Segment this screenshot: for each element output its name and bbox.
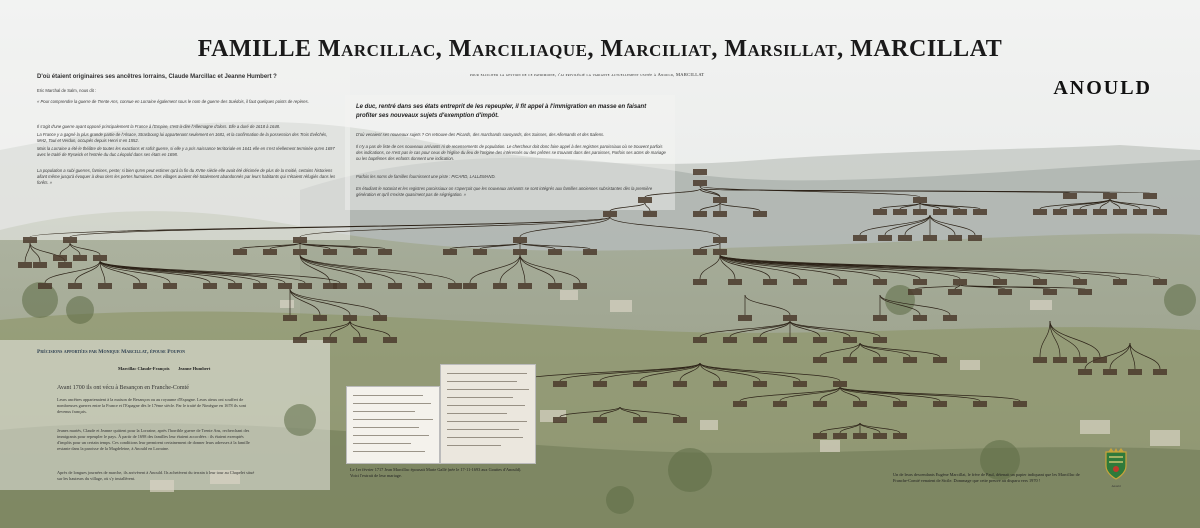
tree-node	[813, 357, 827, 363]
tree-node	[323, 337, 337, 343]
tree-node	[1113, 279, 1127, 285]
tree-connector	[520, 217, 610, 237]
tree-node	[383, 337, 397, 343]
tree-node	[553, 417, 567, 423]
tree-connector	[520, 243, 590, 249]
tree-node	[878, 235, 892, 241]
tree-connector	[700, 255, 720, 279]
tree-node	[263, 249, 277, 255]
tree-node	[953, 279, 967, 285]
tree-node	[253, 283, 267, 289]
tree-connector	[1085, 343, 1130, 369]
tree-connector	[560, 363, 700, 381]
tree-node	[1103, 369, 1117, 375]
tree-connector	[885, 215, 930, 235]
tree-node	[583, 249, 597, 255]
tree-connector	[820, 423, 860, 433]
ancestor-name: Marcillac Claude-François	[118, 366, 170, 371]
tree-node	[1063, 193, 1077, 199]
ancestor-name: Jeanne Humbert	[178, 366, 211, 371]
tree-node	[783, 315, 797, 321]
tree-node	[793, 279, 807, 285]
tree-connector	[860, 343, 940, 357]
tree-node	[693, 169, 707, 175]
tree-connector	[860, 423, 900, 433]
tree-node	[293, 337, 307, 343]
tree-node	[1133, 209, 1147, 215]
tree-connector	[700, 203, 720, 211]
tree-node	[358, 283, 372, 289]
tree-node	[63, 237, 77, 243]
tree-node	[693, 249, 707, 255]
tree-connector	[880, 295, 950, 315]
tree-connector	[880, 203, 920, 209]
lower-left-paragraph-1: Leurs ancêtres appartenaient à la maison de Besançon ou au royaume d'Espagne. Leurs aïeux ont souffert de nombreuses guerres entre la France et l'Espagne dès le 17ème siècle. Par le traité de Nimègue en 1678 ils sont devenus français.	[57, 397, 247, 414]
tree-connector	[840, 387, 1020, 401]
tree-node	[893, 433, 907, 439]
tree-node	[673, 417, 687, 423]
tree-node	[1128, 369, 1142, 375]
tree-node	[968, 235, 982, 241]
tree-node	[873, 279, 887, 285]
tree-node	[738, 315, 752, 321]
tree-node	[713, 249, 727, 255]
tree-node	[518, 283, 532, 289]
tree-node	[233, 249, 247, 255]
tree-node	[833, 381, 847, 387]
tree-node	[713, 197, 727, 203]
tree-connector	[1050, 321, 1100, 357]
tree-node	[873, 209, 887, 215]
tree-connector	[1040, 199, 1110, 209]
tree-connector	[300, 255, 365, 283]
tree-connector	[610, 203, 645, 211]
left-paragraph-5: La population a subi guerres, famines, peste; si bien qu'en peut estimer qu'à la fin du XVIIe siècle elle avait été décimée de plus de la moitié, certains historiens allant même jusqu'à évoquer à deux tiers les pertes humaines. Des villages avaient été totalement abandonnés par leurs habitants qui s'étaient réfugiés dans les forêts. »	[37, 168, 336, 185]
tree-node	[68, 283, 82, 289]
tree-node	[513, 249, 527, 255]
tree-node	[693, 279, 707, 285]
tree-node	[923, 235, 937, 241]
marriage-record-image-2	[440, 364, 536, 464]
avant-1700-heading: Avant 1700 ils ont vécu à Besançon en Franche-Comté	[57, 385, 189, 391]
tree-node	[913, 209, 927, 215]
tree-node	[313, 315, 327, 321]
tree-node	[1053, 209, 1067, 215]
tree-node	[693, 337, 707, 343]
tree-node	[898, 235, 912, 241]
left-intro: Eric Marchal de Salm, nous dit :	[37, 88, 97, 93]
tree-node	[853, 401, 867, 407]
tree-node	[1073, 279, 1087, 285]
tree-node	[733, 401, 747, 407]
tree-node	[713, 381, 727, 387]
tree-node	[873, 357, 887, 363]
tree-connector	[290, 289, 320, 315]
title-variants: Marcillac, Marciliaque, Marciliat, Marsillat,	[317, 36, 844, 62]
tree-connector	[610, 217, 720, 237]
tree-node	[163, 283, 177, 289]
tree-node	[913, 315, 927, 321]
tree-node	[1013, 401, 1027, 407]
tree-node	[1073, 357, 1087, 363]
tree-node	[908, 289, 922, 295]
tree-node	[448, 283, 462, 289]
tree-node	[843, 337, 857, 343]
tree-node	[873, 433, 887, 439]
tree-connector	[860, 423, 880, 433]
right-caption: Un de leurs descendants Eugène Marcillat, le frère de Paul, détenait un papier indiquant que les Marcillac de Franche-Comté venaient de Sicile. Dommage que cette preuve ait disparu vers 1970 !	[893, 472, 1080, 483]
tree-node	[833, 279, 847, 285]
tree-connector	[100, 261, 260, 283]
tree-connector	[470, 255, 520, 283]
tree-node	[1078, 289, 1092, 295]
title-family: FAMILLE	[197, 36, 312, 62]
tree-node	[1073, 209, 1087, 215]
tree-node	[603, 211, 617, 217]
tree-node	[973, 209, 987, 215]
tree-node	[1143, 193, 1157, 199]
village-subtitle: ANOULD	[1053, 77, 1152, 99]
tree-connector	[240, 243, 300, 249]
tree-node	[1113, 209, 1127, 215]
tree-node	[388, 283, 402, 289]
tree-connector	[1110, 343, 1130, 369]
page-title	[0, 36, 1200, 63]
tree-connector	[700, 243, 720, 249]
tree-node	[73, 255, 87, 261]
lower-left-paragraph-2: Jeunes mariés, Claude et Jeanne quittent pour la Lorraine, après l'horrible guerre de Trente Ans, recherchant des immigrants pour repeupler le pays. À partir de 1698 des familles leur étaient accordées : ils étaient exemptés d'impôts pour un certain temps. Ces conditions leur permirent certainement de donner leurs adresses à la famille restante dans la paroisse de la Magdeleine, à Anould en Lorraine.	[57, 428, 250, 451]
tree-node	[373, 315, 387, 321]
tree-node	[513, 237, 527, 243]
tree-connector	[745, 295, 790, 315]
tree-node	[1093, 209, 1107, 215]
tree-connector	[100, 261, 305, 283]
tree-node	[548, 283, 562, 289]
tree-node	[1103, 193, 1117, 199]
tree-node	[1043, 289, 1057, 295]
tree-connector	[840, 387, 980, 401]
top-note: pour faciliter la gestion de ce patrimoine, j'ai privilégié la variante actuellement usitée à Anould, MARCILLAT	[470, 72, 705, 77]
tree-connector	[1060, 199, 1110, 209]
tree-connector	[100, 261, 170, 283]
tree-node	[93, 255, 107, 261]
tree-connector	[915, 285, 960, 289]
left-paragraph-1: « Pour comprendre la guerre de Trente Ans, connue en Lorraine également sous le nom de guerre des Suédois, il faut quelques points de repères.	[37, 99, 309, 104]
tree-connector	[330, 321, 350, 337]
left-paragraph-3: La France y a gagné la plus grande partie de l'Alsace, Strasbourg lui appartenant seulement en 1681, et la confirmation de la possession des Trois Évêchés, Metz, Toul et Verdun, occupés depuis Henri II en 1552.	[37, 132, 328, 143]
tree-connector	[290, 289, 380, 315]
tree-node	[873, 315, 887, 321]
tree-node	[378, 249, 392, 255]
tree-connector	[1040, 321, 1050, 357]
middle-paragraph-3: Parfois les noms de familles fournissent une piste : PICARD, LALLEMAND.	[356, 174, 496, 179]
tree-connector	[720, 203, 760, 211]
tree-node	[18, 262, 32, 268]
tree-node	[1153, 369, 1167, 375]
tree-node	[713, 237, 727, 243]
tree-node	[473, 249, 487, 255]
tree-connector	[45, 261, 100, 283]
tree-node	[1053, 357, 1067, 363]
tree-node	[853, 235, 867, 241]
tree-node	[353, 337, 367, 343]
tree-connectors	[25, 186, 1160, 433]
tree-connector	[860, 215, 930, 235]
tree-connector	[520, 255, 580, 283]
tree-node	[948, 289, 962, 295]
tree-node	[53, 255, 67, 261]
middle-paragraph-1: D'où venaient ses nouveaux sujets ? On retrouve des Picards, des marchands savoyards, des Suisses, des Allemands et des Italiens.	[356, 132, 605, 137]
tree-node	[548, 249, 562, 255]
tree-connector	[700, 189, 720, 197]
tree-connector	[930, 215, 975, 235]
tree-node	[228, 283, 242, 289]
tree-node	[493, 283, 507, 289]
tree-node	[298, 283, 312, 289]
tree-node	[33, 262, 47, 268]
tree-node	[1153, 279, 1167, 285]
tree-node	[893, 209, 907, 215]
tree-node	[948, 235, 962, 241]
tree-connector	[70, 217, 610, 237]
tree-connector	[300, 255, 455, 283]
tree-node	[593, 417, 607, 423]
tree-node	[813, 337, 827, 343]
tree-node	[913, 279, 927, 285]
tree-node	[933, 401, 947, 407]
document-caption: Le 1er février 1717 Jean Marcillac épousait Marie Gallé (née le 17-11-1693 aux Gouttes d'Anould). Voici l'extrait de leur mariage.	[350, 467, 522, 478]
middle-paragraph-2: Il n'y a pas de liste de ces nouveaux arrivants ni de recensements de population. Le chercheur doit donc faire appel à des registres paroissiaux où se trouvent parfois des indications, ce n'est pas le cas pour ceux de l'église du lieu de l'origine des intéressés ou des prêtres se trouvant dans des paroisses, Parfois ses actes de mariage ou les baptêmes des enfants donnent une indication.	[356, 144, 666, 161]
tree-connector	[700, 363, 840, 381]
tree-node	[903, 357, 917, 363]
tree-connector	[740, 387, 840, 401]
crest-label: Anould	[1111, 484, 1121, 488]
tree-connector	[730, 321, 790, 337]
tree-node	[1093, 357, 1107, 363]
tree-node	[953, 209, 967, 215]
tree-node	[573, 283, 587, 289]
tree-connector	[60, 243, 70, 255]
title-main-name: MARCILLAT	[850, 36, 1003, 62]
tree-connector	[840, 423, 860, 433]
tree-node	[773, 401, 787, 407]
tree-node	[933, 357, 947, 363]
marriage-record-image-1	[346, 386, 440, 464]
left-heading: D'où étaient originaires ses ancêtres lorrains, Claude Marcillac et Jeanne Humbert ?	[37, 74, 277, 80]
middle-paragraph-4: En étudiant le notariat et les registres paroissiaux on s'aperçoit que les nouveaux arrivants se sont intégrés aux familles anciennes subsistantes dès la première génération et qu'il n'existe quasiment pas de ségrégation. »	[356, 186, 653, 197]
tree-connector	[700, 363, 800, 381]
tree-node	[723, 337, 737, 343]
tree-node	[783, 337, 797, 343]
tree-node	[673, 381, 687, 387]
tree-node	[693, 180, 707, 186]
tree-connector	[790, 321, 850, 337]
tree-node	[343, 315, 357, 321]
tree-node	[278, 283, 292, 289]
tree-node	[873, 337, 887, 343]
tree-node	[463, 283, 477, 289]
tree-node	[1078, 369, 1092, 375]
tree-connector	[700, 321, 790, 337]
tree-node	[998, 289, 1012, 295]
tree-node	[993, 279, 1007, 285]
tree-connector	[450, 243, 520, 249]
tree-node	[38, 283, 52, 289]
tree-node	[943, 315, 957, 321]
tree-node	[293, 237, 307, 243]
tree-node	[553, 381, 567, 387]
tree-node	[293, 249, 307, 255]
tree-node	[1153, 209, 1167, 215]
middle-heading: Le duc, rentré dans ses états entreprit de les repeupler, il fit appel à l'immigration en masse en faisant profiter ses nouveaux sujets d'exemption d'impôt.	[356, 104, 647, 119]
tree-connector	[300, 321, 350, 337]
tree-node	[98, 283, 112, 289]
left-paragraph-2: Il s'agit d'une guerre ayant opposé principalement la France à l'Empire, c'est-à-dire l'Allemagne d'alors. Elle a duré de 1618 à 1648.	[37, 124, 281, 129]
tree-connector	[290, 289, 350, 315]
tree-node	[713, 211, 727, 217]
tree-connector	[790, 321, 880, 337]
tree-connector	[500, 255, 520, 283]
tree-node	[813, 401, 827, 407]
tree-connector	[790, 321, 820, 337]
tree-node	[1033, 357, 1047, 363]
tree-node	[203, 283, 217, 289]
tree-node	[933, 209, 947, 215]
tree-connector	[75, 261, 100, 283]
tree-connector	[720, 255, 1080, 279]
tree-connector	[820, 343, 860, 357]
tree-node	[763, 279, 777, 285]
precisions-heading: Précisions apportées par Monique Marcillat, épouse Poupon	[37, 349, 186, 355]
tree-connector	[520, 363, 700, 381]
tree-node	[753, 381, 767, 387]
tree-node	[793, 381, 807, 387]
lower-left-paragraph-3: Après de longues journées de marche, ils arrivèrent à Anould. Ils achetèrent du terrain à leur tour au Chapelet situé sur les hauteurs du village, où s'y installèrent.	[57, 470, 255, 481]
tree-node	[813, 433, 827, 439]
tree-node	[633, 417, 647, 423]
tree-connector	[700, 186, 920, 197]
tree-connector	[25, 243, 30, 262]
tree-node	[893, 401, 907, 407]
left-paragraph-4: Mais la Lorraine a été le théâtre de toutes les exactions et sofrit guerre, si elle y a pris naissance territoriale en 1641 elle en s'est réellement terminée qu'en 1697 avec le traité de Ryswick et l'entrée du duc Léopold dans ses états en 1698.	[37, 146, 335, 157]
tree-node	[633, 381, 647, 387]
tree-node	[58, 262, 72, 268]
tree-node	[833, 433, 847, 439]
tree-connector	[720, 255, 1160, 279]
tree-node	[913, 197, 927, 203]
tree-connector	[350, 321, 390, 337]
tree-connector	[760, 321, 790, 337]
tree-connector	[645, 203, 650, 211]
tree-node	[418, 283, 432, 289]
tree-node	[728, 279, 742, 285]
tree-node	[643, 211, 657, 217]
tree-connector	[1110, 199, 1160, 209]
tree-node	[973, 401, 987, 407]
tree-node	[1033, 279, 1047, 285]
tree-node	[323, 249, 337, 255]
tree-node	[443, 249, 457, 255]
tree-node	[323, 283, 337, 289]
tree-node	[133, 283, 147, 289]
tree-node	[23, 237, 37, 243]
tree-node	[1033, 209, 1047, 215]
tree-node	[593, 381, 607, 387]
tree-node	[753, 337, 767, 343]
tree-node	[843, 357, 857, 363]
tree-node	[283, 315, 297, 321]
tree-node	[853, 433, 867, 439]
tree-node	[693, 211, 707, 217]
tree-node	[353, 249, 367, 255]
tree-connector	[100, 261, 285, 283]
coat-of-arms-icon	[1103, 448, 1129, 482]
tree-node	[753, 211, 767, 217]
